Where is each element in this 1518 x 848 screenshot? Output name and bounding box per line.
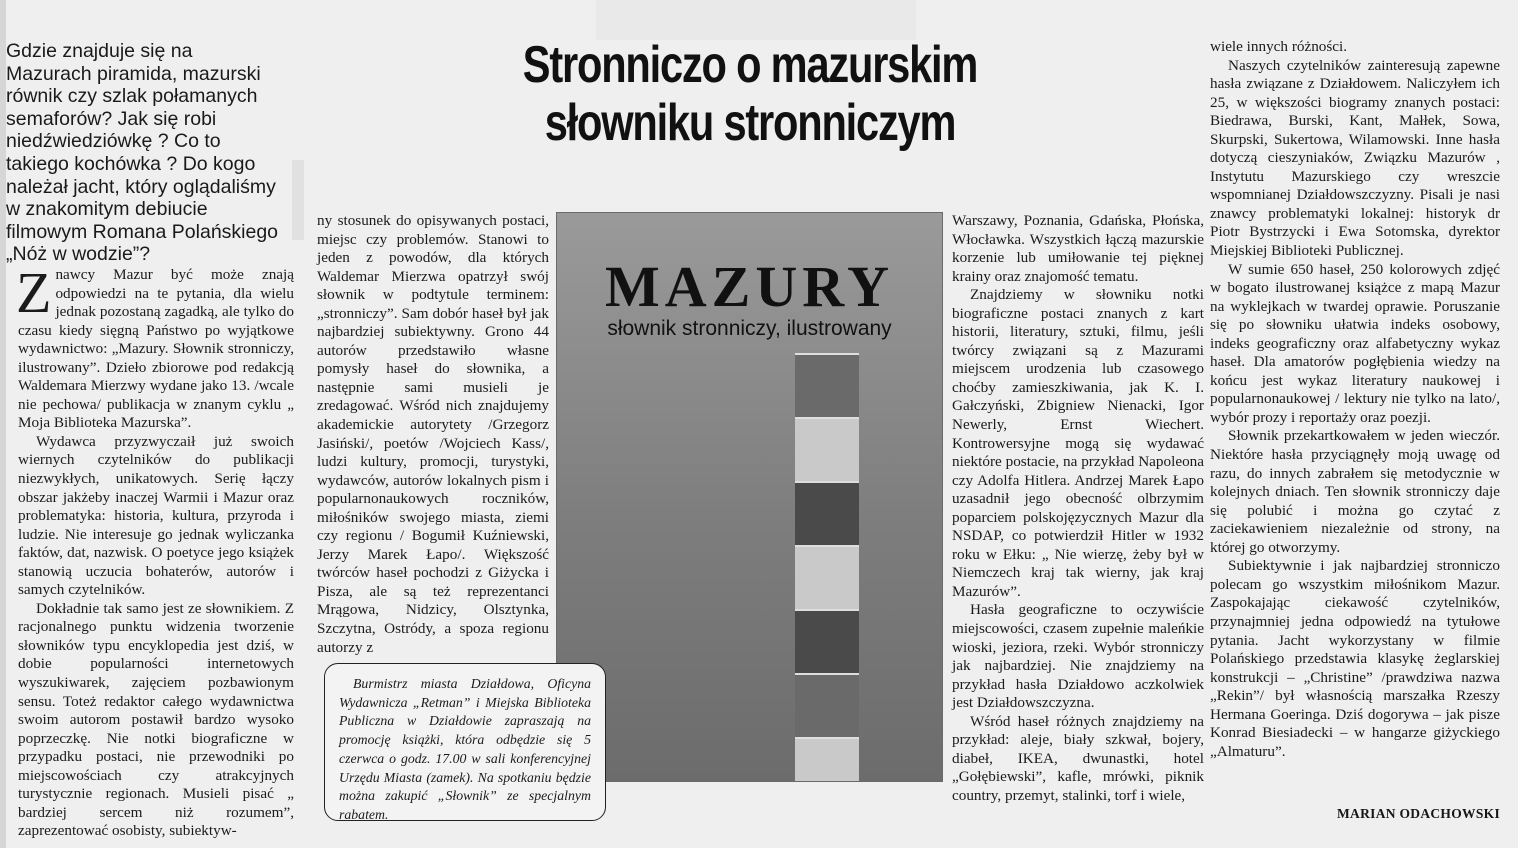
cover-photo-strip xyxy=(795,545,859,609)
book-cover-image xyxy=(556,212,943,782)
article-column-5 xyxy=(1210,38,1500,761)
paragraph: Znajdziemy w słowniku notki biograficzne postaci znanych z kart historii, literatury, sztuki, filmu, jeśli twórcy związani są z Mazurami miejscem urodzenia lub czasowego choćby zamieszkiwania, jak K. I. Gałczyński, Zbigniew Nienacki, Igor Newerly, Ernst Wiechert. Kontrowersyjne mogą się wydawać niektóre postacie, na przykład Napoleona czy Adolfa Hitlera. Andrzej Marek Łapo uzasadnił jego obecność olbrzymim poparciem polskojęzycznych Mazur dla NSDAP, co potwierdził Hitler w 1932 roku w Ełku: „ Nie wierzę, żeby był w Niemczech kraj tak wierny, jak kraj Mazurów”. xyxy=(952,286,1204,600)
bleed-through-shadow xyxy=(596,0,916,40)
paragraph: Słownik przekartkowałem w jeden wieczór. Niektóre hasła przyciągnęły moją uwagę od razu, do innych zabrałem się metodycznie w kolejnych dniach. Ten słownik stronniczy daje się polubić i można go czytać z zaciekawieniem niezależnie od strony, na której go otworzymy. xyxy=(1210,427,1500,556)
cover-subtitle: słownik stronniczy, ilustrowany xyxy=(607,317,892,340)
cover-photo-strip xyxy=(795,417,859,481)
paragraph: wiele innych różności. xyxy=(1210,38,1348,55)
cover-photo-strip xyxy=(795,353,859,417)
author-byline: MARIAN ODACHOWSKI xyxy=(1337,806,1500,821)
paragraph: Hasła geograficzne to oczywiście miejscowości, czasem zupełnie maleńkie wioski, jeziora, rzeki. Wybór stronniczy jak najbardziej. Nie znajdziemy na przykład hasła Działdowo aczkolwiek jest Działdowszczyzna. xyxy=(952,601,1204,712)
bleed-through-shadow xyxy=(292,160,304,240)
paragraph: Subiektywnie i jak najbardziej stronniczo polecam go wszystkim miłośnikom Mazur. Zaspokajając ciekawość czytelników, przynajmniej jedna odpowiedź na tytułowe pytania. Jacht wykorzystany w filmie Polańskiego przedstawia klasykę żeglarskiej konstrukcji – „Christine” /prawdziwa nazwa „Rekin”/ był własnością marszałka Rzeszy Hermana Goeringa. Dziś dogorywa – jak pisze Konrad Biesiadecki – w hangarze giżyckiego „Almaturu”. xyxy=(1210,557,1500,760)
paragraph: Znawcy Mazur być może znają odpowiedzi na te pytania, dla wielu jednak pozostaną zagadką, ale tylko do czasu kiedy sięgną Państwo po wyjątkowe wydawnictwo: „Mazury. Słownik stronniczy, ilustrowany”. Dzieło zbiorowe pod redakcją Waldemara Mierzwy wydane jako 13. /wcale nie pechowa/ publikacja w znanym cyklu „ Moja Biblioteka Mazurska”. xyxy=(16,260,294,432)
paragraph: Naszych czytelników zainteresują zapewne hasła związane z Działdowem. Naliczyłem ich 25, w większości biogramy znanych postaci: Biedrawa, Burski, Kant, Małłek, Sowa, Skurpski, Sukertowa, Wilamowski. Inne hasła dotyczą cieszyniaków, Związku Mazurów , Instytutu Mazurskiego czy wreszcie wspomnianej Działdowszczyzny. Pisali je nasi znawcy problematyki lokalnej: historyk dr Piotr Bystrzycki i Ewa Sotomska, dyrektor Miejskiej Biblioteki Publicznej. xyxy=(1210,56,1500,260)
article-headline: Stronniczo o mazurskim słowniku stronniczym xyxy=(522,36,978,152)
paragraph: Wśród haseł różnych znajdziemy na przykład: aleje, biały szkwał, bojery, diabeł, IKEA, dwunastki, hotel „Gołębiewski”, kafle, mrówki, piknik country, przemyt, stalinki, torf i wiele, xyxy=(952,712,1204,804)
paragraph: Warszawy, Poznania, Gdańska, Płońska, Włocławka. Wszystkich łączą mazurskie korzenie lub umiłowanie tej pięknej krainy oraz znajomość tematu. xyxy=(952,212,1204,285)
paragraph: Wydawca przyzwyczaił już swoich wiernych czytelników do publikacji niezwykłych, unikatowych. Serię łączy obszar jakżeby inaczej Warmii i Mazur oraz problematyka: historia, kultura, przyroda i ludzie. Nie interesuje go jednak wyliczanka faktów, dat, nazwisk. O poetyce jego książek stanowią uczucia bohaterów, autorów i samych czytelników. xyxy=(18,432,294,599)
article-column-4 xyxy=(952,212,1204,806)
cover-photo-strip xyxy=(795,609,859,673)
cover-photo-strip xyxy=(795,481,859,545)
article-column-2 xyxy=(317,212,549,657)
drop-cap: Z xyxy=(16,260,52,325)
cover-photo-strip xyxy=(795,737,859,782)
cover-photo-strip xyxy=(795,673,859,737)
paragraph: W sumie 650 haseł, 250 kolorowych zdjęć w bogato ilustrowanej książce z mapą Mazur na wyklejkach w twardej oprawie. Poruszanie się po słowniku ułatwia indeks osobowy, indeks geograficzny oraz alfabetyczny wykaz haseł. Dla amatorów pogłębienia wiedzy na końcu jest wykaz literatury naukowej i popularnonaukowej / lektury nie tylko na lato/, wybór prozy i reportaży oraz poezji. xyxy=(1210,260,1500,426)
paragraph: Dokładnie tak samo jest ze słownikiem. Z racjonalnego punktu widzenia tworzenie słowników typu encyklopedia jest dziś, w dobie popularności internetowych wyszukiwarek, zajęciem pozbawionym sensu. Toteż redaktor całego wydawnictwa swoim autorom postawił bardzo wysoko poprzeczkę. Nie notki biograficzne w przypadku postaci, nie przewodniki po miejscowościach czy atrakcyjnych turystycznie regionach. Musieli pisać „ bardziej sercem niż rozumem”, zaprezentować osobisty, subiektyw- xyxy=(18,599,294,840)
cover-title: MAZURY xyxy=(605,254,894,319)
lead-paragraph: Gdzie znajduje się na Mazurach piramida, mazurski równik czy szlak połamanych semaforów? Jak się robi niedźwiedziówkę ? Co to takiego kochówka ? Do kogo należał jacht, który oglądaliśmy w znakomitym debiucie filmowym Romana Polańskiego „Nóż w wodzie”? xyxy=(6,40,279,266)
article-column-1 xyxy=(16,260,294,841)
event-announcement-box xyxy=(324,663,606,821)
paragraph: ny stosunek do opisywanych postaci, miejsc czy problemów. Stanowi to jeden z powodów, dla których Waldemar Mierzwa opatrzył swój słownik w podtytule terminem: „stronniczy”. Sam dobór haseł był jak najbardziej subiektywny. Grono 44 autorów przedstawiło własne pomysły haseł do słownika, a następnie sami musieli je zredagować. Wśród nich znajdujemy akademickie autorytety /Grzegorz Jasiński/, poetów /Wojciech Kass/, ludzi kultury, promocji, turystyki, wydawców, autorów lokalnych pism i popularnonaukowych roczników, miłośników swojego miasta, ziemi czy regionu / Bogumił Kuźniewski, Jerzy Marek Łapo/. Większość twórców haseł pochodzi z Giżycka i Pisza, ale są też reprezentanci Mrągowa, Nidzicy, Olsztynka, Szczytna, Ostródy, a spoza regionu autorzy z xyxy=(317,212,549,656)
announcement-text: Burmistrz miasta Działdowa, Oficyna Wydawnicza „Retman” i Miejska Biblioteka Publiczna w Działdowie zapraszają na promocję książki, która odbędzie się 5 czerwca o godz. 17.00 w sali konferencyjnej Urzędu Miasta (zamek). Na spotkaniu będzie można zakupić „Słownik” ze specjalnym rabatem. xyxy=(339,676,591,822)
